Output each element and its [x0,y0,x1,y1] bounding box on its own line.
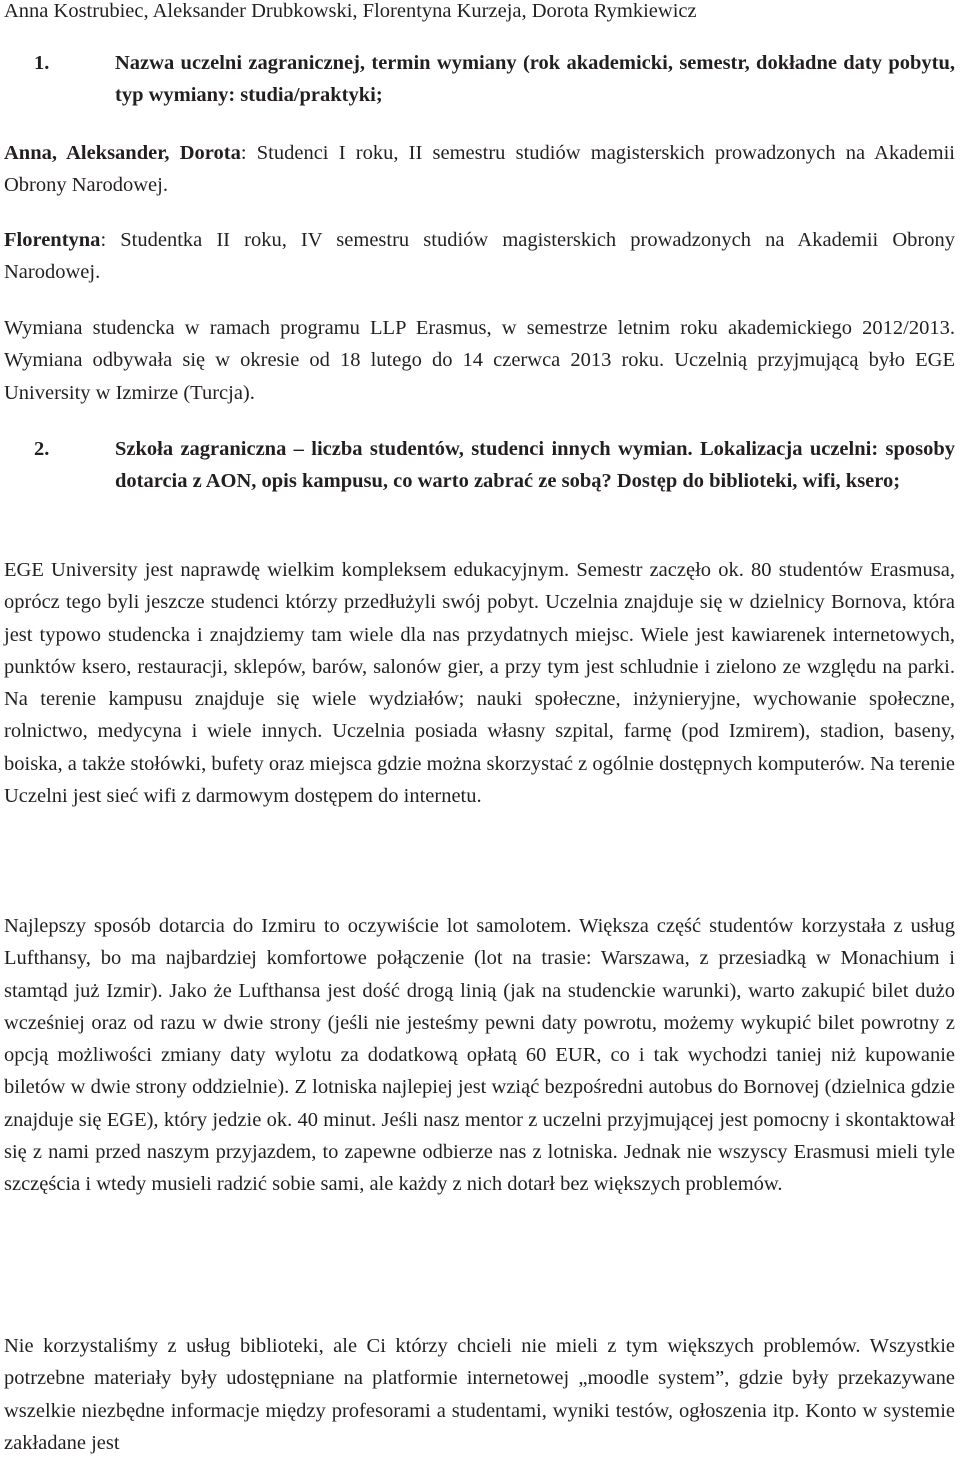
question-2-text: Szkoła zagraniczna – liczba studentów, studenci innych wymian. Lokalizacja uczelni: sposoby dotarcia z AON, opis kampusu, co warto zabrać ze sobą? Dostęp do biblioteki, wifi, ksero; [115,438,955,493]
paragraph-travel-info: Najlepszy sposób dotarcia do Izmiru to oczywiście lot samolotem. Większa część studentów korzystała z usług Lufthansy, bo ma najbardziej komfortowe połączenie (lot na trasie: Warszawa, z przesiadką w Monachium i stamtąd już Izmir). Jako że Lufthansa jest dość drogą linią (jak na studenckie warunki), warto zakupić bilet dużo wcześniej oraz od razu w dwie strony (jeśli nie jesteśmy pewni daty powrotu, możemy wykupić bilet powrotny z opcją możliwości zmiany daty wylotu za dodatkową opłatą 60 EUR, co i tak wychodzi taniej niż kupowanie biletów w dwie strony oddzielnie). Z lotniska najlepiej jest wziąć bezpośredni autobus do Bornovej (dzielnica gdzie znajduje się EGE), który jedzie ok. 40 minut. Jeśli nasz mentor z uczelni przyjmującej jest pomocny i skontaktował się z nami przed naszym przyjazdem, to zapewne odbierze nas z lotniska. Jednak nie wszyscy Erasmusi mieli tyle szczęścia i wtedy musieli radzić sobie sami, ale każdy z nich dotarł bez większych problemów. [4,915,955,1196]
paragraph-participants-1 [4,137,955,202]
authors-header: Anna Kostrubiec, Aleksander Drubkowski, Florentyna Kurzeja, Dorota Rymkiewicz [4,0,697,22]
paragraph-library-info: Nie korzystaliśmy z usług biblioteki, ale Ci którzy chcieli nie mieli z tym większych problemów. Wszystkie potrzebne materiały były udostępniane na platformie internetowej „moodle system”, gdzie były przekazywane wszelkie niezbędne informacje między profesorami a studentami, wyniki testów, ogłoszenia itp. Konto w systemie zakładane jest [4,1335,955,1454]
participants-2-label: Florentyna [4,229,101,251]
question-2 [4,433,955,498]
question-2-number: 2. [34,438,50,460]
question-1-number: 1. [34,52,50,74]
participants-1-text: : Studenci I roku, II semestru studiów magisterskich prowadzonych na Akademii Obrony Narodowej. [4,142,955,197]
question-1-text: Nazwa uczelni zagranicznej, termin wymiany (rok akademicki, semestr, dokładne daty pobytu, typ wymiany: studia/praktyki; [115,52,955,107]
participants-1-label: Anna, Aleksander, Dorota [4,142,241,164]
paragraph-participants-2 [4,224,955,289]
paragraph-exchange-info: Wymiana studencka w ramach programu LLP Erasmus, w semestrze letnim roku akademickiego 2012/2013. Wymiana odbywała się w okresie od 18 lutego do 14 czerwca 2013 roku. Uczelnią przyjmującą było EGE University w Izmirze (Turcja). [4,317,955,404]
question-1 [4,47,955,112]
participants-2-text: : Studentka II roku, IV semestru studiów magisterskich prowadzonych na Akademii Obrony Narodowej. [4,229,955,284]
paragraph-university-description: EGE University jest naprawdę wielkim kompleksem edukacyjnym. Semestr zaczęło ok. 80 studentów Erasmusa, oprócz tego byli jeszcze studenci którzy przedłużyli swój pobyt. Uczelnia znajduje się w dzielnicy Bornova, która jest typowo studencka i znajdziemy tam wiele dla nas przydatnych miejsc. Wiele jest kawiarenek internetowych, punktów ksero, restauracji, sklepów, barów, salonów gier, a przy tym jest schludnie i zielono ze względu na parki. Na terenie kampusu znajduje się wiele wydziałów; nauki społeczne, inżynieryjne, wychowanie społeczne, rolnictwo, medycyna i wiele innych. Uczelnia posiada własny szpital, farmę (pod Izmirem), stadion, baseny, boiska, a także stołówki, bufety oraz miejsca gdzie można skorzystać z ogólnie dostępnych komputerów. Na terenie Uczelni jest sieć wifi z darmowym dostępem do internetu. [4,559,955,808]
